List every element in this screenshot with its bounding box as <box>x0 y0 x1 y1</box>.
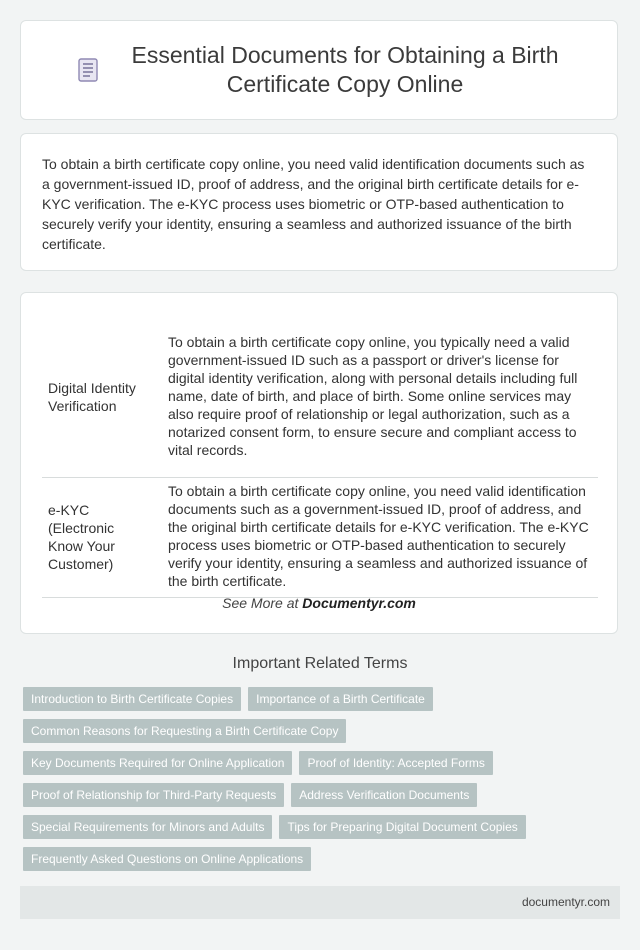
footer-site[interactable]: documentyr.com <box>521 895 610 909</box>
related-terms-title: Important Related Terms <box>232 655 408 672</box>
document-icon <box>73 55 103 85</box>
footer <box>20 886 620 919</box>
related-term-tag[interactable]: Introduction to Birth Certificate Copies <box>23 687 241 711</box>
related-term-tag[interactable]: Importance of a Birth Certificate <box>248 687 433 711</box>
see-more-prefix: See More at <box>222 595 303 611</box>
table-row <box>42 477 598 597</box>
terms-table <box>42 317 598 598</box>
tag-row <box>23 847 623 871</box>
related-term-tag[interactable]: Frequently Asked Questions on Online Applications <box>23 847 311 871</box>
related-term-tag[interactable]: Key Documents Required for Online Application <box>23 751 292 775</box>
tag-row <box>23 719 623 743</box>
tag-row <box>23 751 623 775</box>
related-term-tag[interactable]: Special Requirements for Minors and Adults <box>23 815 272 839</box>
header-card <box>20 20 618 120</box>
term-cell: Digital Identity Verification <box>42 317 158 477</box>
term-cell: e-KYC (Electronic Know Your Customer) <box>42 477 158 597</box>
related-term-tag[interactable]: Address Verification Documents <box>291 783 477 807</box>
related-terms-list <box>23 687 623 879</box>
description-cell: To obtain a birth certificate copy online, you typically need a valid government-issued ID such as a passport or driver's license for digital identity verification, along with personal details including full name, date of birth, and place of birth. Some online services may also require proof of relationship or legal authorization, such as a notarized consent form, to ensure secure and compliant access to vital records. <box>158 317 598 477</box>
summary-card <box>20 133 618 271</box>
see-more-link[interactable] <box>21 595 617 611</box>
terms-table-card <box>20 292 618 634</box>
tag-row <box>23 783 623 807</box>
description-cell: To obtain a birth certificate copy online, you need valid identification documents such as a government-issued ID, proof of address, and the original birth certificate details for e-KYC verification. The e-KYC process uses biometric or OTP-based authentication to securely verify your identity, ensuring a seamless and authorized issuance of the birth certificate. <box>158 477 598 597</box>
see-more-site[interactable]: Documentyr.com <box>302 595 416 611</box>
summary-text: To obtain a birth certificate copy online, you need valid identification documents such as a government-issued ID, proof of address, and the original birth certificate details for e-KYC verification. The e-KYC process uses biometric or OTP-based authentication to securely verify your identity, ensuring a seamless and authorized issuance of the birth certificate. <box>42 156 585 252</box>
tag-row <box>23 815 623 839</box>
tag-row <box>23 687 623 711</box>
related-term-tag[interactable]: Proof of Identity: Accepted Forms <box>299 751 492 775</box>
related-term-tag[interactable]: Common Reasons for Requesting a Birth Certificate Copy <box>23 719 346 743</box>
related-term-tag[interactable]: Tips for Preparing Digital Document Copies <box>279 815 525 839</box>
table-row <box>42 317 598 477</box>
page-title: Essential Documents for Obtaining a Birth Certificate Copy Online <box>131 42 559 97</box>
related-term-tag[interactable]: Proof of Relationship for Third-Party Requests <box>23 783 284 807</box>
